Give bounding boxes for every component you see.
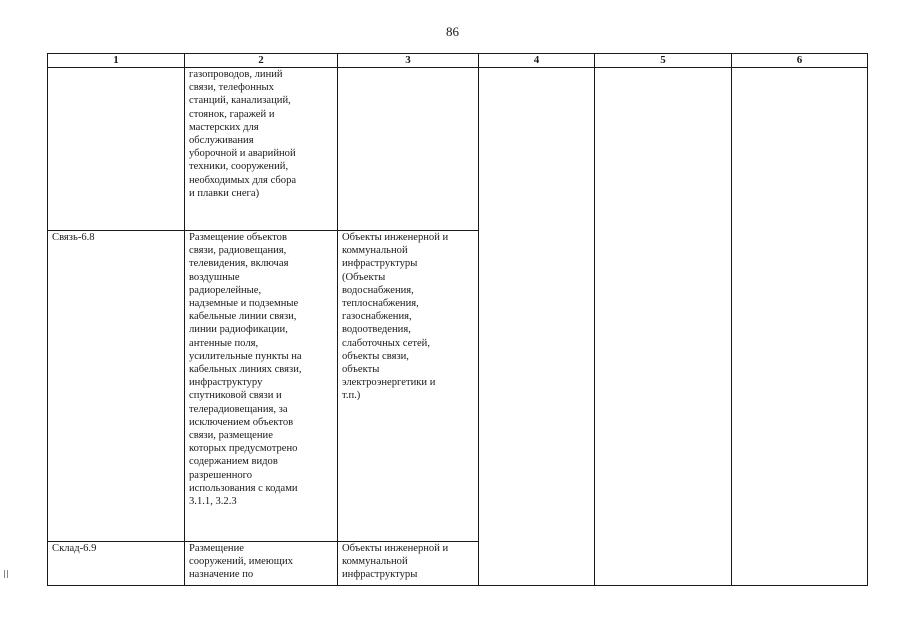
row-objects-cell: Объекты инженерной и коммунальной инфраструктуры	[338, 542, 479, 586]
column-4-cell	[479, 68, 595, 586]
row-description-cell: Размещение объектов связи, радиовещания, телевидения, включая воздушные радиорелейные, надземные и подземные кабельные линии связи, линии радиофикации, антенные поля, усилительные пункты на кабельных линиях связи, инфраструктуру спутниковой связи и телерадиовещания, за исключением объектов связи, размещение которых предусмотрено содержанием видов разрешенного использования с кодами 3.1.1, 3.2.3	[185, 231, 338, 542]
column-header-3: 3	[338, 54, 479, 68]
header-row	[48, 54, 868, 68]
column-header-5: 5	[595, 54, 732, 68]
row-objects-cell	[338, 68, 479, 231]
column-header-2: 2	[185, 54, 338, 68]
land-use-table	[47, 53, 868, 586]
column-5-cell	[595, 68, 732, 586]
column-header-1: 1	[48, 54, 185, 68]
row-code-cell: Связь-6.8	[48, 231, 185, 542]
table-row	[48, 68, 868, 231]
scan-artifact	[4, 570, 8, 578]
row-description-cell: Размещение сооружений, имеющих назначение по	[185, 542, 338, 586]
column-header-4: 4	[479, 54, 595, 68]
row-code-cell	[48, 68, 185, 231]
page-number: 86	[446, 24, 459, 39]
column-6-cell	[732, 68, 868, 586]
row-code-cell: Склад-6.9	[48, 542, 185, 586]
column-header-6: 6	[732, 54, 868, 68]
row-description-cell: газопроводов, линий связи, телефонных станций, канализаций, стоянок, гаражей и мастерских для обслуживания уборочной и аварийной техники, сооружений, необходимых для сбора и плавки снега)	[185, 68, 338, 231]
row-objects-cell: Объекты инженерной и коммунальной инфраструктуры (Объекты водоснабжения, теплоснабжения, газоснабжения, водоотведения, слаботочных сетей, объекты связи, объекты электроэнергетики и т.п.)	[338, 231, 479, 542]
